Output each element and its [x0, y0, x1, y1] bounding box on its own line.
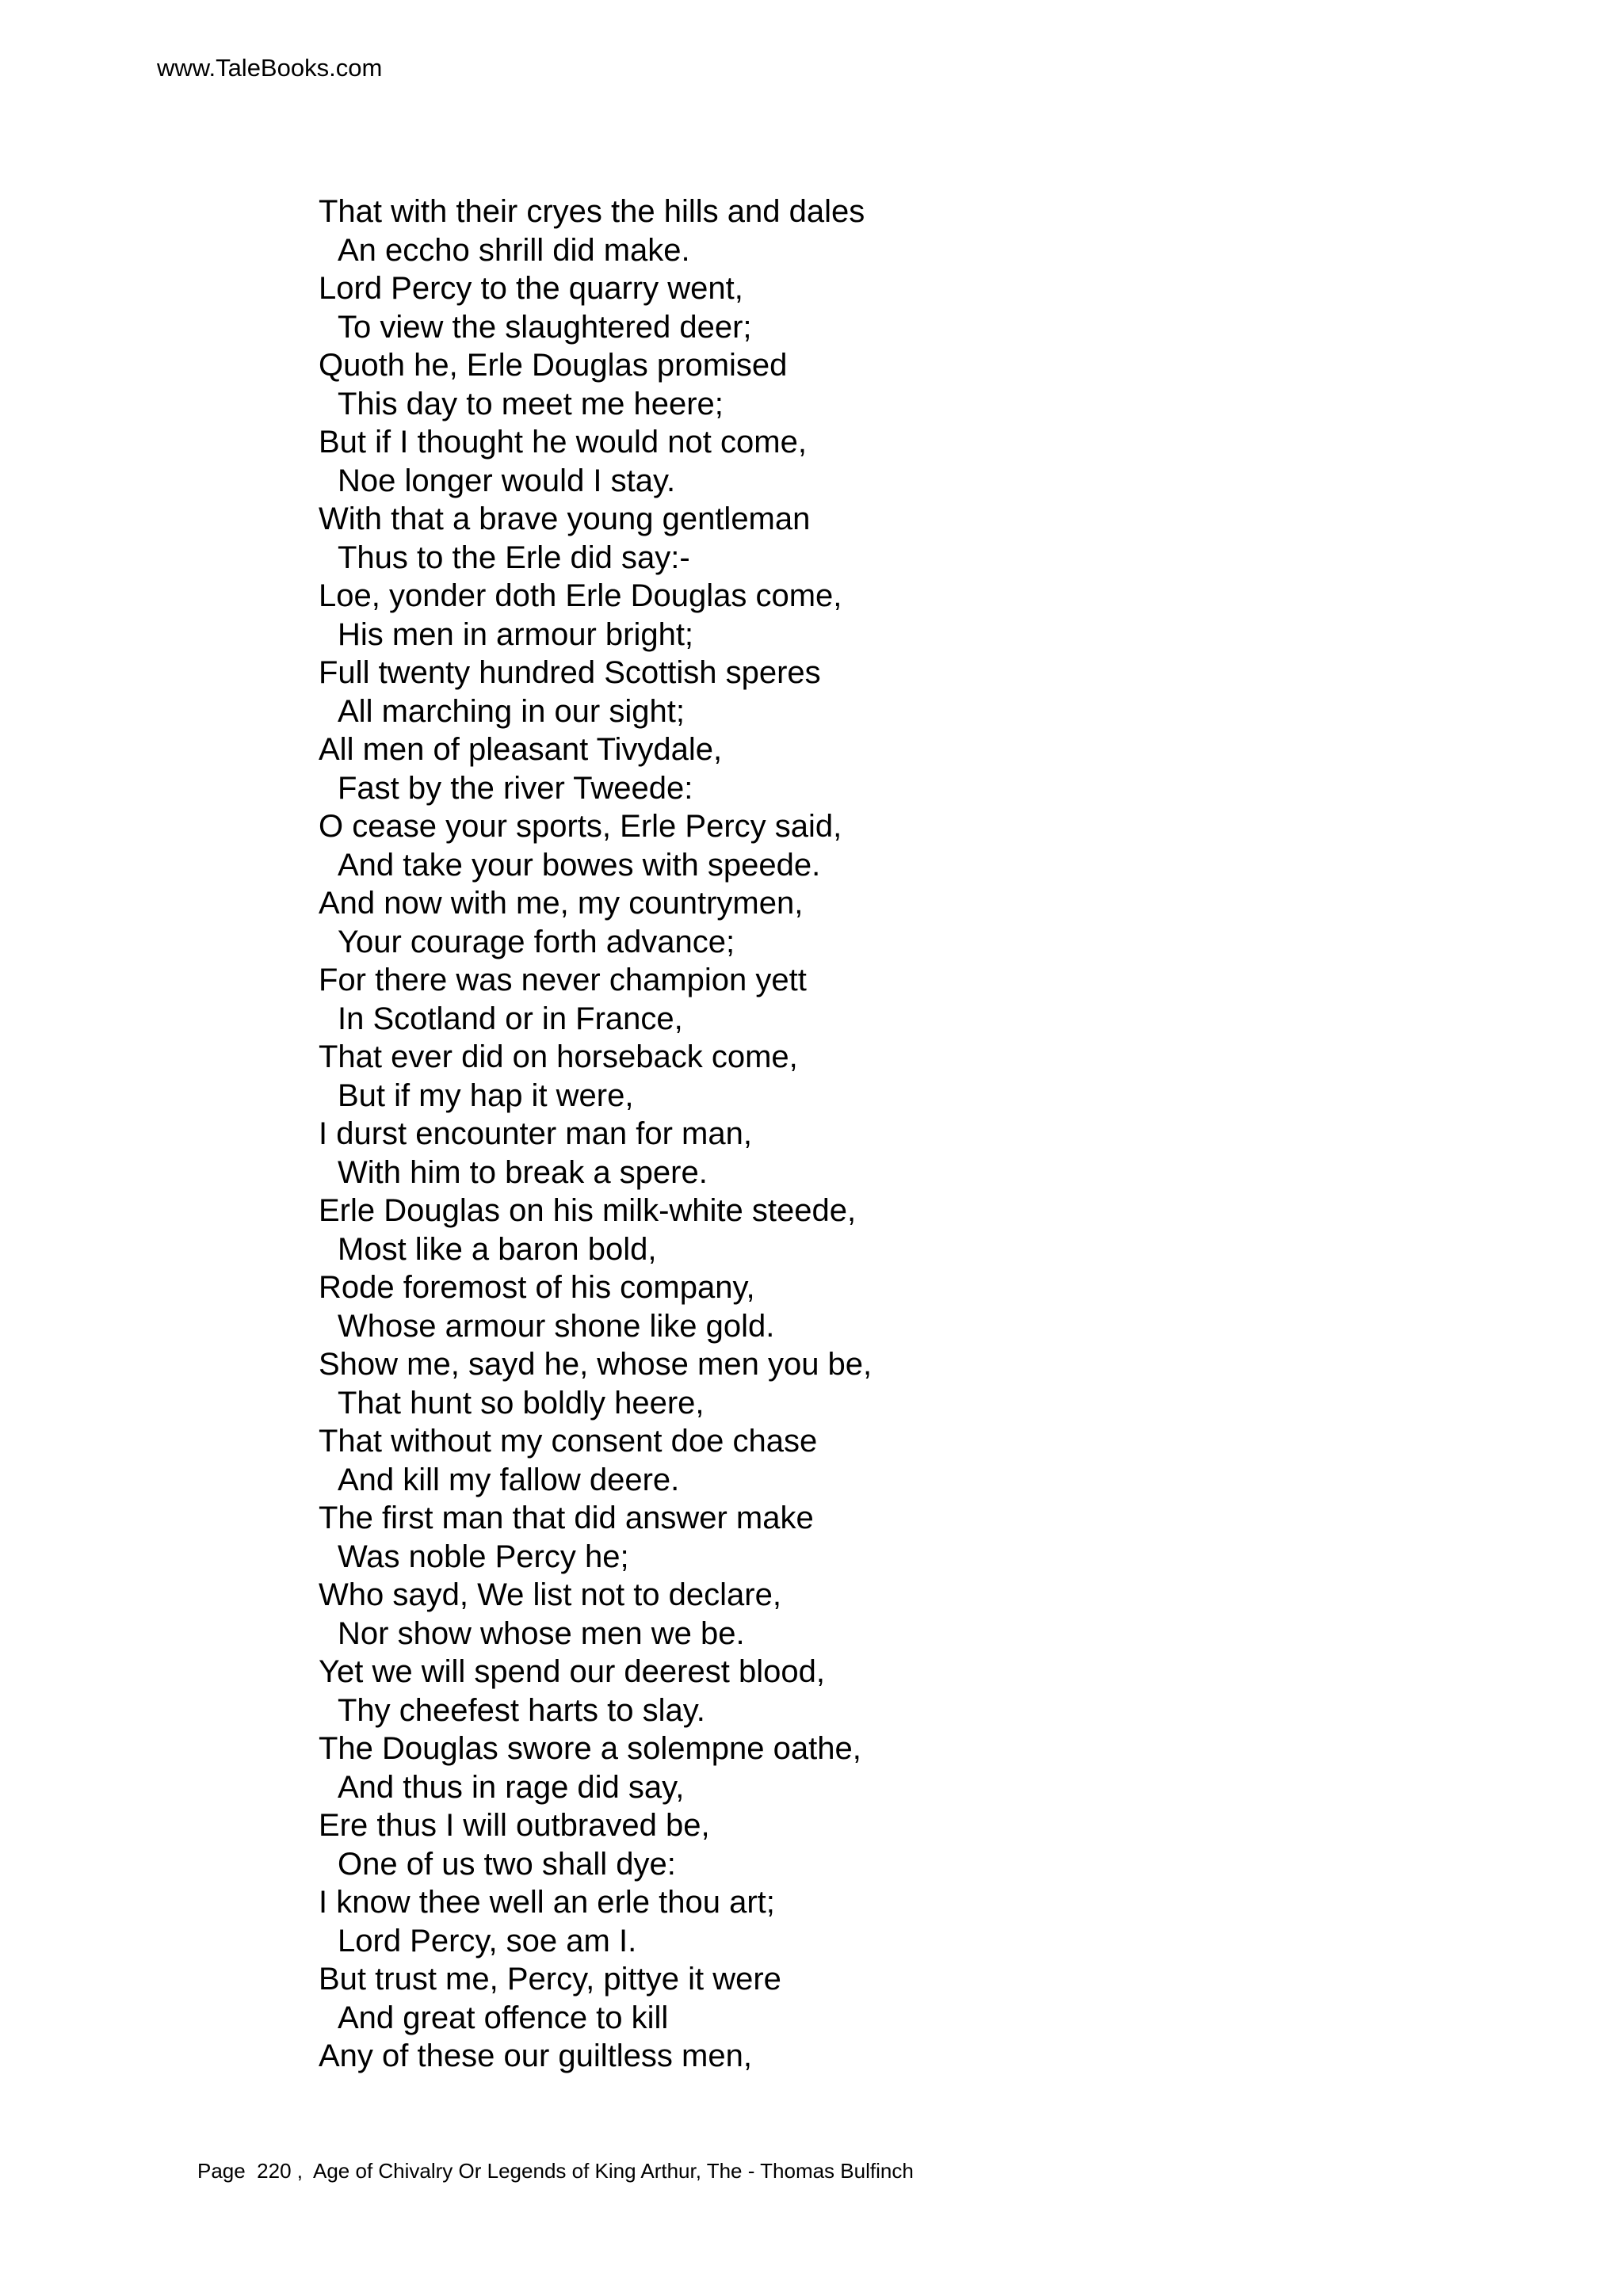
poem-line: The first man that did answer make: [319, 1501, 814, 1535]
poem-line: That with their cryes the hills and dales: [319, 194, 865, 229]
poem-line: And kill my fallow deere.: [338, 1462, 680, 1497]
poem-line: One of us two shall dye:: [338, 1846, 676, 1882]
poem-line: That hunt so boldly heere,: [338, 1385, 705, 1421]
poem-line: Yet we will spend our deerest blood,: [319, 1654, 825, 1689]
poem-line: And thus in rage did say,: [338, 1769, 685, 1805]
poem-line: To view the slaughtered deer;: [338, 309, 752, 345]
poem-line: Most like a baron bold,: [338, 1231, 657, 1267]
poem-line: With him to break a spere.: [338, 1154, 708, 1190]
poem-line: Your courage forth advance;: [338, 924, 735, 959]
poem-line: Rode foremost of his company,: [319, 1270, 755, 1305]
poem-line: This day to meet me heere;: [338, 386, 724, 421]
poem-line: Loe, yonder doth Erle Douglas come,: [319, 578, 842, 613]
poem-line: But if my hap it were,: [338, 1077, 634, 1113]
poem-line: His men in armour bright;: [338, 616, 694, 652]
poem-line: Any of these our guiltless men,: [319, 2039, 752, 2073]
poem-line: Quoth he, Erle Douglas promised: [319, 348, 788, 383]
poem-line: Noe longer would I stay.: [338, 463, 676, 498]
site-header: www.TaleBooks.com: [157, 54, 383, 82]
poem-line: All marching in our sight;: [338, 693, 685, 729]
poem-line: And great offence to kill: [338, 2000, 669, 2035]
poem-line: With that a brave young gentleman: [319, 502, 811, 536]
poem-line: Erle Douglas on his milk-white steede,: [319, 1193, 857, 1228]
page-footer: Page 220 , Age of Chivalry Or Legends of King Arthur, The - Thomas Bulfinch: [197, 2159, 914, 2183]
poem-line: In Scotland or in France,: [338, 1001, 683, 1036]
poem-line: That without my consent doe chase: [319, 1424, 818, 1459]
poem-line: The Douglas swore a solempne oathe,: [319, 1731, 861, 1766]
poem-line: I durst encounter man for man,: [319, 1116, 752, 1151]
poem-line: That ever did on horseback come,: [319, 1039, 798, 1074]
poem-text: [319, 193, 872, 2076]
poem-line: Nor show whose men we be.: [338, 1615, 745, 1651]
poem-line: Fast by the river Tweede:: [338, 770, 693, 806]
poem-line: I know thee well an erle thou art;: [319, 1885, 775, 1920]
poem-line: For there was never champion yett: [319, 963, 807, 997]
poem-line: And now with me, my countrymen,: [319, 886, 804, 921]
poem-line: Thus to the Erle did say:-: [338, 540, 690, 575]
poem-line: Lord Percy, soe am I.: [338, 1923, 637, 1958]
poem-line: Lord Percy to the quarry went,: [319, 271, 743, 306]
poem-line: All men of pleasant Tivydale,: [319, 732, 723, 767]
poem-line: O cease your sports, Erle Percy said,: [319, 809, 842, 844]
poem-line: But trust me, Percy, pittye it were: [319, 1962, 781, 1997]
poem-line: Show me, sayd he, whose men you be,: [319, 1347, 873, 1382]
poem-line: But if I thought he would not come,: [319, 425, 807, 460]
poem-line: Ere thus I will outbraved be,: [319, 1808, 710, 1843]
poem-line: Was noble Percy he;: [338, 1539, 629, 1574]
poem-line: An eccho shrill did make.: [338, 232, 690, 268]
poem-line: Thy cheefest harts to slay.: [338, 1692, 705, 1728]
poem-line: Full twenty hundred Scottish speres: [319, 655, 821, 690]
poem-line: Who sayd, We list not to declare,: [319, 1577, 781, 1612]
poem-line: Whose armour shone like gold.: [338, 1308, 775, 1344]
poem-line: And take your bowes with speede.: [338, 847, 821, 883]
